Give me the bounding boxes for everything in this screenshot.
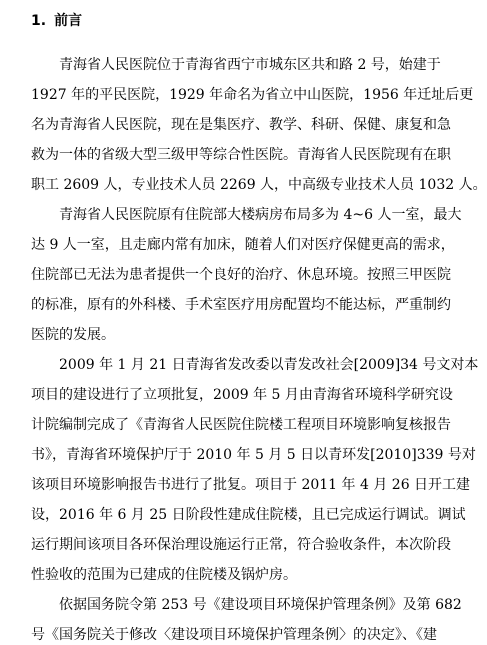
section-title: 前言: [54, 13, 83, 29]
paragraph-line: 计院编制完成了《青海省人民医院住院楼工程项目环境影响复核报告: [31, 417, 451, 433]
paragraph-line: 依据国务院令第 253 号《建设项目环境保护管理条例》及第 682: [59, 597, 462, 613]
paragraph-line: 性验收的范围为已建成的住院楼及锅炉房。: [31, 567, 297, 583]
paragraph-line: 青海省人民医院位于青海省西宁市城东区共和路 2 号，始建于: [59, 57, 441, 73]
section-number: 1.: [31, 13, 47, 29]
paragraph-line: 青海省人民医院原有住院部大楼病房布局多为 4~6 人一室，最大: [59, 207, 462, 223]
paragraph-line: 运行期间该项目各环保治理设施运行正常，符合验收条件，本次阶段: [31, 537, 451, 553]
paragraph-line: 救为一体的省级大型三级甲等综合性医院。青海省人民医院现有在职: [31, 147, 451, 163]
paragraph-line: 1927 年的平民医院，1929 年命名为省立中山医院，1956 年迁址后更: [31, 87, 474, 103]
paragraph-line: 书》，青海省环境保护厅于 2010 年 5 月 5 日以青环发[2010]339 号对: [31, 447, 476, 463]
section-heading: [31, 11, 82, 31]
paragraph-line: 的标准，原有的外科楼、手术室医疗用房配置均不能达标，严重制约: [31, 297, 451, 313]
paragraph-line: 住院部已无法为患者提供一个良好的治疗、休息环境。按照三甲医院: [31, 267, 451, 283]
paragraph-line: 达 9 人一室，且走廊内常有加床，随着人们对医疗保健更高的需求，: [31, 237, 455, 253]
paragraph-line: 该项目环境影响报告书进行了批复。项目于 2011 年 4 月 26 日开工建: [31, 477, 471, 493]
paragraph-line: 名为青海省人民医院，现在是集医疗、教学、科研、保健、康复和急: [31, 117, 451, 133]
paragraph-line: 项目的建设进行了立项批复，2009 年 5 月由青海省环境科学研究设: [31, 387, 453, 403]
paragraph-line: 2009 年 1 月 21 日青海省发改委以青发改社会[2009]34 号文对本: [59, 357, 479, 373]
paragraph-line: 医院的发展。: [31, 327, 115, 343]
paragraph-line: 号《国务院关于修改〈建设项目环境保护管理条例〉的决定》、《建: [31, 627, 437, 643]
paragraph-line: 设，2016 年 6 月 25 日阶段性建成住院楼，且已完成运行调试。调试: [31, 507, 466, 523]
paragraph-line: 职工 2609 人，专业技术人员 2269 人，中高级专业技术人员 1032 人。: [31, 177, 487, 193]
